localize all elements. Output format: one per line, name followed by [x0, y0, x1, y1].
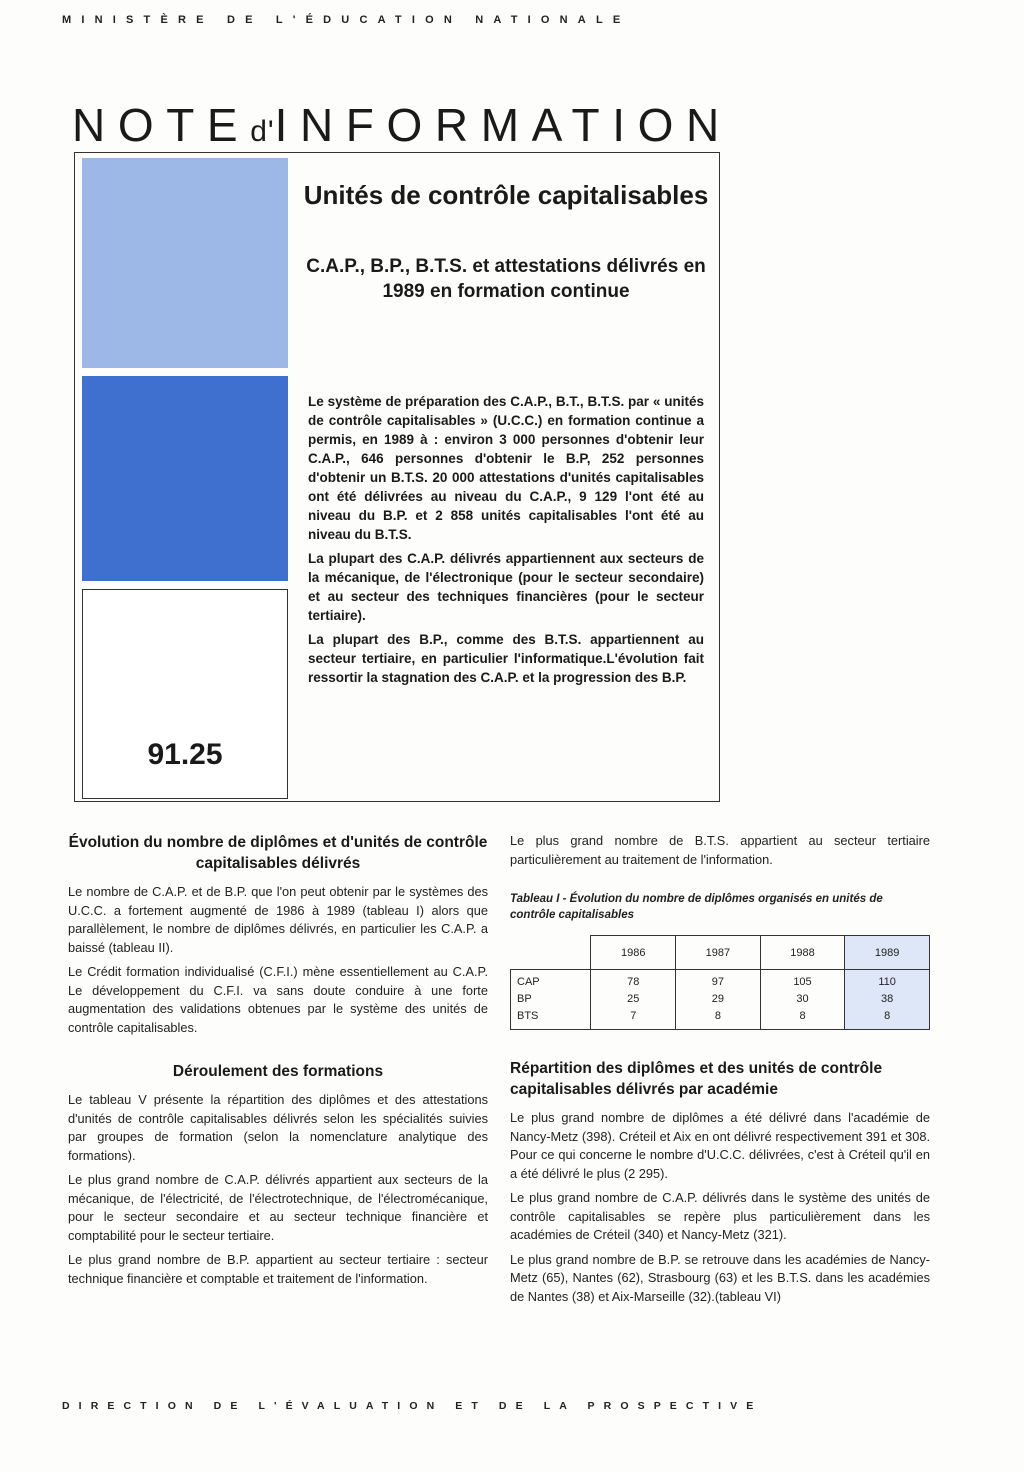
masthead-note: NOTE — [72, 99, 251, 151]
masthead-de: d' — [250, 115, 275, 148]
year-header: 1986 — [591, 936, 676, 970]
body-paragraph: Le plus grand nombre de B.P. se retrouve dans les académies de Nancy-Metz (65), Nantes (62), Strasbourg (63) et les B.T.S. dans les académies de Nantes (38) et Aix-Marseille (32).(tableau VI) — [510, 1251, 930, 1304]
left-column — [68, 832, 488, 1294]
cover-title: Unités de contrôle capitalisables — [303, 180, 709, 210]
section-heading-deroulement: Déroulement des formations — [172, 1063, 384, 1080]
table-cell: 7 — [591, 1008, 676, 1030]
body-paragraph: Le plus grand nombre de C.A.P. délivrés appartient aux secteurs de la mécanique, de l'électricité, de l'électrotechnique, de l'électromécanique, pour le secteur secondaire et au secteur technique financière et comptabilité pour le secteur tertiaire. — [68, 1172, 488, 1243]
abstract — [308, 392, 704, 692]
body-paragraph: Le plus grand nombre de B.P. appartient au secteur tertiaire : secteur technique financière et comptable et traitement de l'information. — [68, 1252, 488, 1286]
table-cell: 8 — [760, 1008, 845, 1030]
table-header-row — [511, 936, 930, 970]
cover-subtitle: C.A.P., B.P., B.T.S. et attestations délivrés en 1989 en formation continue — [306, 256, 706, 302]
year-header: 1988 — [760, 936, 845, 970]
abstract-paragraph: La plupart des B.P., comme des B.T.S. appartiennent au secteur tertiaire, en particulier l'informatique.L'évolution fait ressortir la stagnation des C.A.P. et la progression des B.P. — [308, 632, 704, 685]
ministry-header: MINISTÈRE DE L'ÉDUCATION NATIONALE — [62, 14, 631, 26]
table-cell: 38 — [845, 991, 930, 1008]
body-paragraph: Le nombre de C.A.P. et de B.P. que l'on peut obtenir par le systèmes des U.C.C. a fortement augmenté de 1986 à 1989 (tableau I) alors que parallèlement, le nombre de diplômes délivrés, en particulier les C.A.P. a baissé (tableau II). — [68, 884, 488, 955]
abstract-paragraph: La plupart des C.A.P. délivrés appartiennent aux secteurs de la mécanique, de l'électronique (pour le secteur secondaire) et au secteur des techniques financières (pour le secteur tertiaire). — [308, 551, 704, 623]
masthead — [72, 98, 732, 152]
body-paragraph: Le Crédit formation individualisé (C.F.I.) mène essentiellement au C.A.P. Le développement du C.F.I. va sans doute conduire à une forte augmentation des validations obtenues par le système des unités de contrôle capitalisables. — [68, 964, 488, 1035]
body-paragraph: Le tableau V présente la répartition des diplômes et des attestations d'unités de contrôle capitalisables délivrés selon les spécialités suivies par groupes de formation (selon la nomenclature analytique des formations). — [68, 1092, 488, 1163]
row-label: CAP — [511, 970, 591, 992]
table-cell: 110 — [845, 970, 930, 992]
table-cell: 25 — [591, 991, 676, 1008]
data-table — [510, 935, 930, 1030]
direction-footer: DIRECTION DE L'ÉVALUATION ET DE LA PROSPECTIVE — [62, 1400, 763, 1412]
body-paragraph: Le plus grand nombre de C.A.P. délivrés dans le système des unités de contrôle capitalisables se repère plus particulièrement dans les académies de Créteil (340) et Nancy-Metz (321). — [510, 1190, 930, 1242]
table-caption: Tableau I - Évolution du nombre de diplômes organisés en unités de contrôle capitalisables — [510, 893, 883, 921]
table-row — [511, 991, 930, 1008]
year-header: 1987 — [676, 936, 761, 970]
table-cell: 8 — [676, 1008, 761, 1030]
table-cell: 8 — [845, 1008, 930, 1030]
right-column — [510, 832, 930, 1312]
table-cell: 105 — [760, 970, 845, 992]
row-label: BTS — [511, 1008, 591, 1030]
table-corner-cell — [511, 936, 591, 970]
table-cell: 97 — [676, 970, 761, 992]
body-paragraph: Le plus grand nombre de B.T.S. appartient au secteur tertiaire particulièrement au traitement de l'information. — [510, 833, 930, 867]
light-blue-block — [82, 158, 288, 368]
body-paragraph: Le plus grand nombre de diplômes a été délivré dans l'académie de Nancy-Metz (398). Créteil et Aix en ont délivré respectivement 391 et 308. Pour ce qui concerne le nombre d'U.C.C. délivrées, c'est à Créteil qu'il en a été délivré le plus (2 295). — [510, 1110, 930, 1181]
table-row — [511, 1008, 930, 1030]
note-number: 91.25 — [147, 738, 223, 771]
table-row — [511, 970, 930, 992]
row-label: BP — [511, 991, 591, 1008]
table-cell: 78 — [591, 970, 676, 992]
abstract-paragraph: Le système de préparation des C.A.P., B.T., B.T.S. par « unités de contrôle capitalisables » (U.C.C.) en formation continue a permis, en 1989 à : environ 3 000 personnes d'obtenir leur C.A.P., 646 personnes d'obtenir le B.P, 252 personnes d'obtenir un B.T.S. 20 000 attestations d'unités capitalisables ont été délivrées au niveau du C.A.P., 9 129 l'ont été au niveau du B.P. et 2 858 unités capitalisables l'ont été au niveau du B.T.S. — [308, 394, 704, 542]
table-cell: 29 — [676, 991, 761, 1008]
section-heading-repartition: Répartition des diplômes et des unités de contrôle capitalisables délivrés par académie — [510, 1060, 883, 1098]
section-heading-evolution: Évolution du nombre de diplômes et d'unités de contrôle capitalisables délivrés — [68, 834, 488, 872]
masthead-information: INFORMATION — [274, 99, 732, 151]
dark-blue-block — [82, 376, 288, 581]
year-header: 1989 — [845, 936, 930, 970]
table-cell: 30 — [760, 991, 845, 1008]
